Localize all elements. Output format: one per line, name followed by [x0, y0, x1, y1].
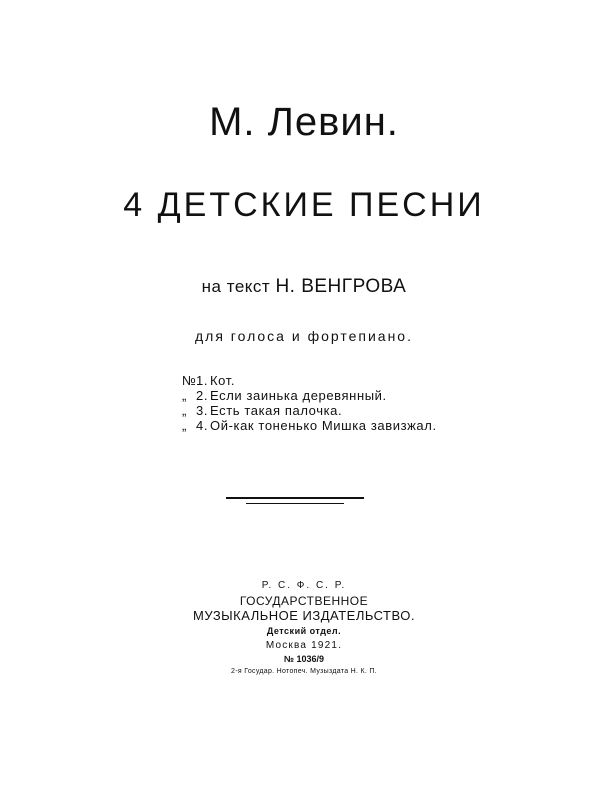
list-item: [182, 403, 437, 418]
list-item: [182, 373, 437, 388]
song-title: Есть такая палочка.: [210, 403, 343, 418]
work-title: 4 ДЕТСКИЕ ПЕСНИ: [123, 186, 485, 224]
list-item: [182, 388, 437, 403]
imprint-printer: 2-я Государ. Нотопеч. Музыздата Н. К. П.: [231, 668, 377, 675]
imprint-rsfsr: Р. С. Ф. С. Р.: [261, 580, 347, 591]
divider-thin: [246, 503, 344, 504]
voicing-line: для голоса и фортепиано.: [194, 328, 413, 344]
lyricist-name: Н. ВЕНГРОВА: [275, 276, 407, 297]
lyricist-line: [0, 276, 608, 298]
list-item: [182, 418, 437, 433]
song-number: 1.: [196, 373, 209, 388]
imprint-department: Детский отдел.: [266, 626, 342, 636]
imprint-publisher-line2: МУЗЫКАЛЬНОЕ ИЗДАТЕЛЬСТВО.: [193, 608, 415, 623]
song-list: [182, 373, 437, 433]
song-number: 2.: [196, 388, 209, 403]
imprint-publisher-line1: ГОСУДАРСТВЕННОЕ: [239, 594, 369, 608]
imprint-catalog-number: № 1036/9: [283, 654, 325, 664]
author-name: М. Левин.: [209, 100, 399, 144]
song-number-mark: „: [182, 403, 187, 418]
song-number: 4.: [196, 418, 209, 433]
song-title: Если заинька деревянный.: [210, 388, 387, 403]
imprint-city-year: Москва 1921.: [265, 640, 343, 651]
song-title: Ой-как тоненько Мишка завизжал.: [210, 418, 437, 433]
song-title: Кот.: [210, 373, 236, 388]
song-number-mark: №: [182, 373, 197, 388]
song-number-mark: „: [182, 418, 187, 433]
song-number: 3.: [196, 403, 209, 418]
divider-thick: [226, 497, 364, 499]
lyricist-prefix: на текст: [201, 277, 271, 296]
song-number-mark: „: [182, 388, 187, 403]
